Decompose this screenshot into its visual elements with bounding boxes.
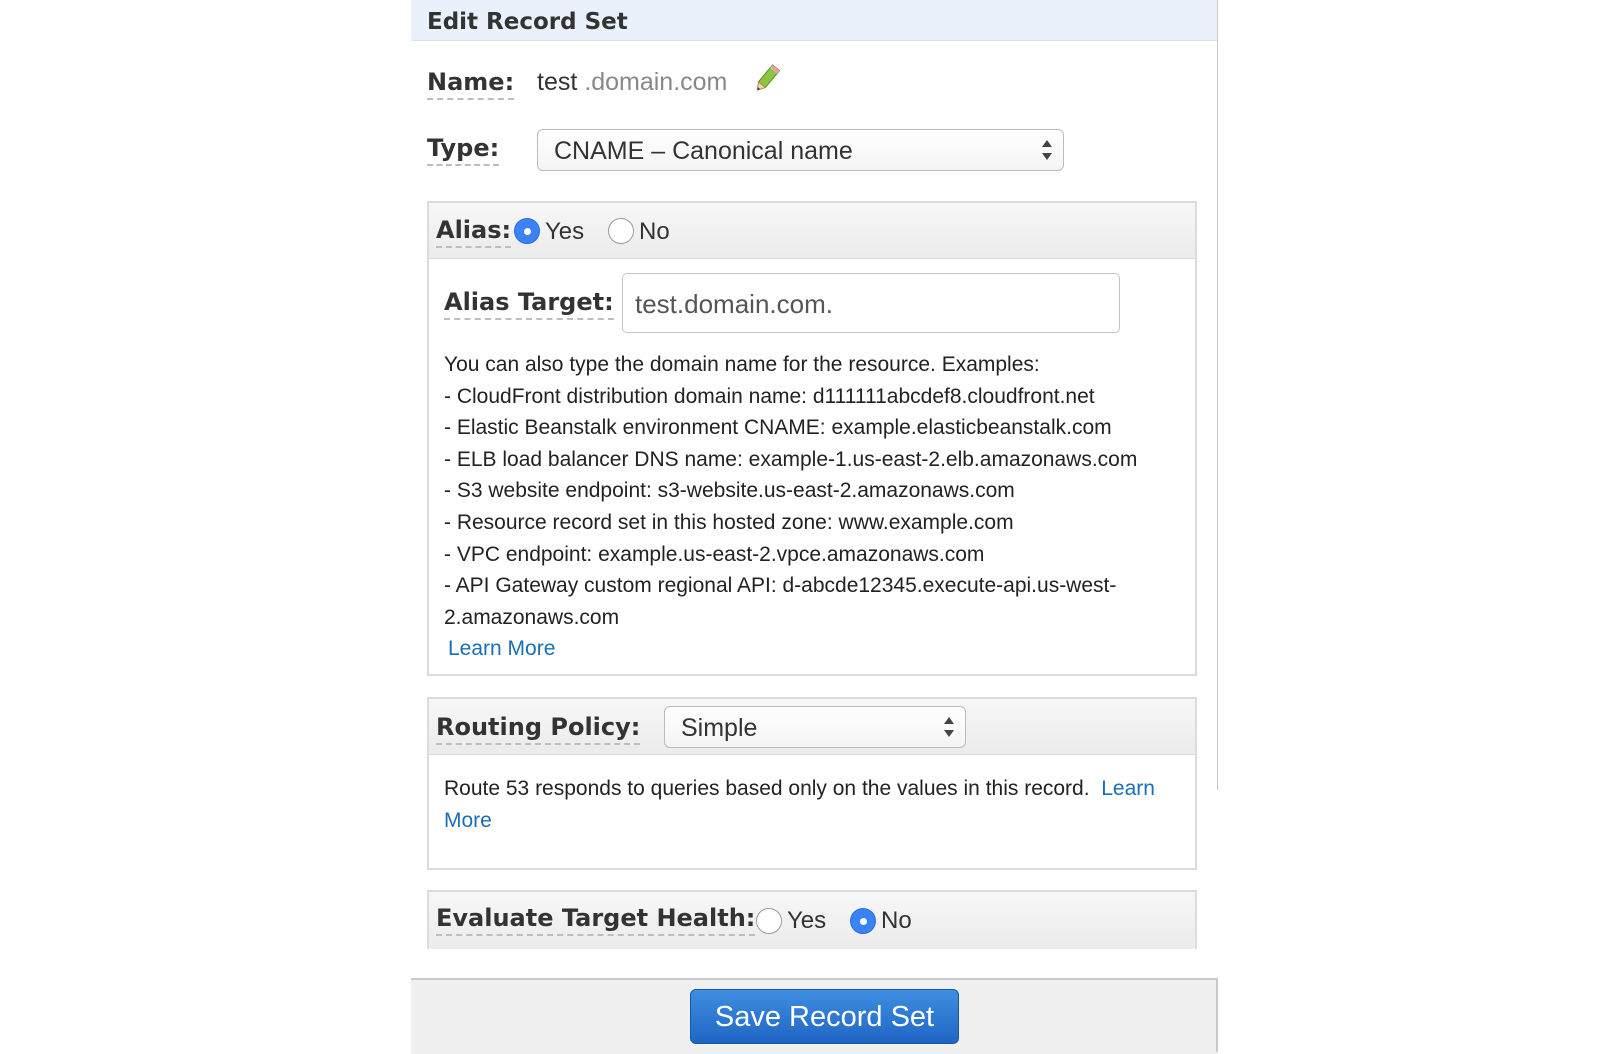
help-line: - Resource record set in this hosted zone: www.example.com <box>444 510 1014 534</box>
type-select[interactable] <box>537 129 1064 171</box>
name-prefix: test <box>537 68 578 96</box>
health-no-radio[interactable] <box>850 908 876 934</box>
help-line: - Elastic Beanstalk environment CNAME: example.elasticbeanstalk.com <box>444 416 1112 440</box>
name-label: Name: <box>427 68 514 100</box>
alias-no-radio[interactable] <box>608 218 634 244</box>
routing-policy-select[interactable] <box>664 706 966 748</box>
alias-yes-radio[interactable] <box>514 218 540 244</box>
name-suffix: .domain.com <box>584 68 728 96</box>
select-arrows-icon <box>943 715 955 739</box>
help-line: - ELB load balancer DNS name: example-1.us-east-2.elb.amazonaws.com <box>444 447 1138 471</box>
alias-help-text <box>444 349 1174 665</box>
type-select-value: CNAME – Canonical name <box>554 137 853 165</box>
help-line: - S3 website endpoint: s3-website.us-east-2.amazonaws.com <box>444 479 1015 503</box>
alias-target-value: test.domain.com. <box>635 289 833 319</box>
routing-description <box>444 773 1184 836</box>
footer-border <box>1216 980 1218 1052</box>
health-yes-radio[interactable] <box>756 908 782 934</box>
help-line: - VPC endpoint: example.us-east-2.vpce.amazonaws.com <box>444 542 985 566</box>
routing-policy-label: Routing Policy: <box>436 713 640 745</box>
alias-box-header <box>429 203 1195 259</box>
pencil-icon[interactable] <box>749 62 783 96</box>
panel-title: Edit Record Set <box>427 9 628 35</box>
help-line: - CloudFront distribution domain name: d111111abcdef8.cloudfront.net <box>444 384 1095 408</box>
health-yes-label[interactable]: Yes <box>787 907 827 934</box>
panel-border <box>1217 0 1218 790</box>
routing-learn-more-link[interactable]: Learn More <box>444 777 1155 832</box>
help-line: 2.amazonaws.com <box>444 605 620 629</box>
evaluate-health-label: Evaluate Target Health: <box>436 904 755 936</box>
select-arrows-icon <box>1041 138 1053 162</box>
type-label: Type: <box>427 134 499 166</box>
help-line: - API Gateway custom regional API: d-abcde12345.execute-api.us-west- <box>444 574 1117 598</box>
routing-policy-value: Simple <box>681 714 758 742</box>
alias-learn-more-link[interactable]: Learn More <box>448 637 556 661</box>
alias-yes-label[interactable]: Yes <box>545 218 585 245</box>
alias-label: Alias: <box>436 216 511 248</box>
alias-target-input[interactable] <box>622 273 1120 333</box>
panel-header <box>411 0 1217 41</box>
help-line: You can also type the domain name for the resource. Examples: <box>444 353 1040 376</box>
alias-no-label[interactable]: No <box>639 218 670 245</box>
health-no-label[interactable]: No <box>881 907 912 934</box>
save-record-set-button[interactable]: Save Record Set <box>690 989 959 1044</box>
routing-description-text: Route 53 responds to queries based only on the values in this record. <box>444 777 1090 800</box>
name-value[interactable] <box>537 68 727 97</box>
alias-target-label: Alias Target: <box>444 288 614 320</box>
